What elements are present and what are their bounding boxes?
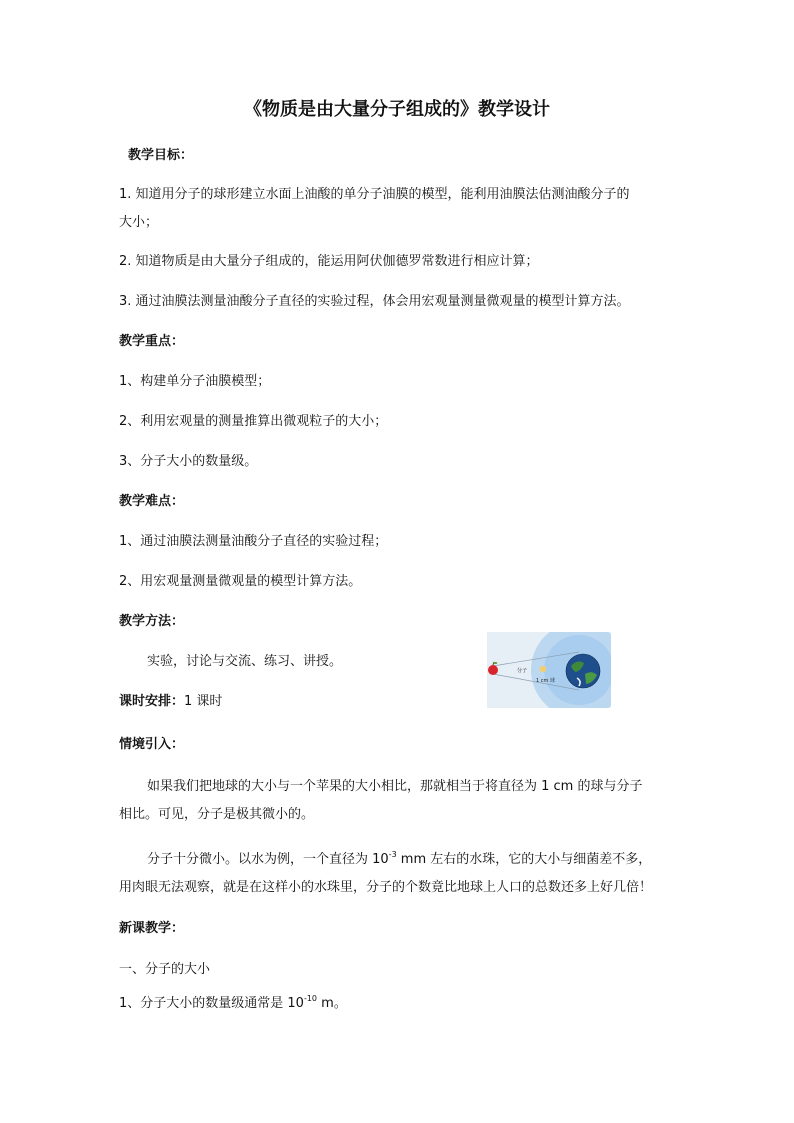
schedule-value: 1 课时 xyxy=(184,694,223,709)
section-1-title: 一、分子的大小 xyxy=(119,962,211,977)
intro-heading: 情境引入： xyxy=(119,737,185,752)
methods-heading: 教学方法： xyxy=(119,614,185,629)
new-lesson-heading: 新课教学： xyxy=(119,921,185,936)
point-1-exponent: -10 xyxy=(303,994,318,1003)
key-point-3: 3、分子大小的数量级。 xyxy=(119,454,258,469)
intro-p2-line-1 xyxy=(147,851,651,869)
key-point-1: 1、构建单分子油膜模型； xyxy=(119,374,271,389)
figure-graphic xyxy=(487,632,611,708)
intro-p2-exponent: -3 xyxy=(388,850,397,859)
figure-label-scale: 1 cm 球 xyxy=(536,678,555,684)
intro-p2-post: mm 左右的水珠，它的大小与细菌差不多， xyxy=(396,852,652,867)
goal-2: 2. 知道物质是由大量分子组成的，能运用阿伏伽德罗常数进行相应计算； xyxy=(119,254,539,269)
goals-heading: 教学目标： xyxy=(128,148,194,163)
schedule-label: 课时安排： xyxy=(119,694,185,709)
page-title: 《物质是由大量分子组成的》教学设计 xyxy=(244,99,550,120)
key-point-2: 2、利用宏观量的测量推算出微观粒子的大小； xyxy=(119,414,388,429)
goal-3: 3. 通过油膜法测量油酸分子直径的实验过程，体会用宏观量测量微观量的模型计算方法。 xyxy=(119,294,630,309)
molecule-icon xyxy=(540,666,546,672)
intro-p2-pre: 分子十分微小。以水为例，一个直径为 10 xyxy=(147,852,389,867)
intro-p2-line-2: 用肉眼无法观察，就是在这样小的水珠里，分子的个数竟比地球上人口的总数还多上好几倍！ xyxy=(119,880,653,895)
earth-apple-figure xyxy=(487,632,611,708)
point-1 xyxy=(119,995,347,1013)
difficult-point-2: 2、用宏观量测量微观量的模型计算方法。 xyxy=(119,574,362,589)
goal-1-line-1: 1. 知道用分子的球形建立水面上油酸的单分子油膜的模型，能利用油膜法估测油酸分子的 xyxy=(119,187,630,202)
key-points-heading: 教学重点： xyxy=(119,334,185,349)
point-1-pre: 1、分子大小的数量级通常是 10 xyxy=(119,996,304,1011)
point-1-post: m。 xyxy=(317,996,347,1011)
methods-text: 实验，讨论与交流、练习、讲授。 xyxy=(147,654,343,669)
schedule xyxy=(119,693,222,711)
earth-icon xyxy=(566,654,600,688)
goal-1-line-2: 大小； xyxy=(119,215,159,230)
difficult-points-heading: 教学难点： xyxy=(119,494,185,509)
intro-p1-line-2: 相比。可见，分子是极其微小的。 xyxy=(119,807,315,822)
intro-p1-line-1: 如果我们把地球的大小与一个苹果的大小相比，那就相当于将直径为 1 cm 的球与分子 xyxy=(147,779,643,794)
figure-label-molecule: 分子 xyxy=(517,668,528,674)
difficult-point-1: 1、通过油膜法测量油酸分子直径的实验过程； xyxy=(119,534,388,549)
